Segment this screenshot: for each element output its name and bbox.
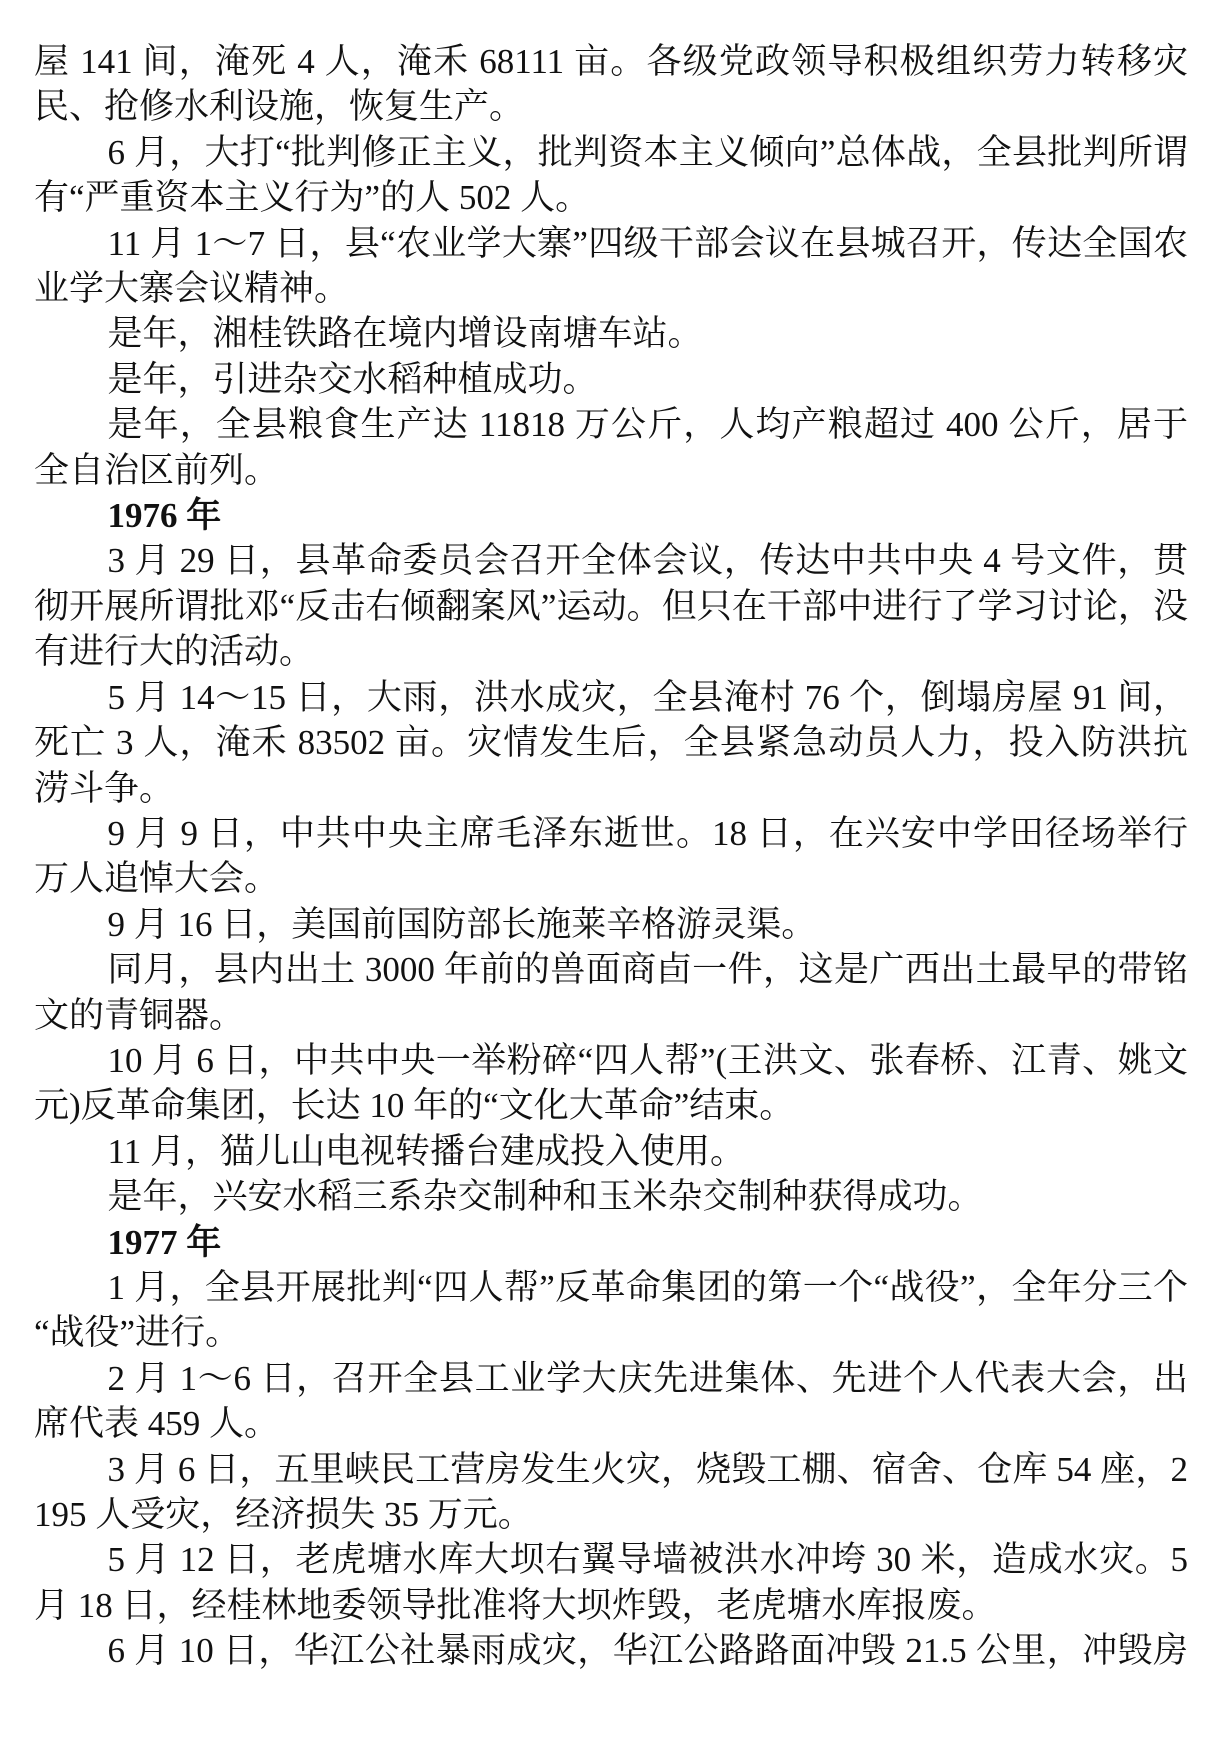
paragraph: 9 月 9 日，中共中央主席毛泽东逝世。18 日，在兴安中学田径场举行万人追悼大会。	[34, 813, 1188, 899]
paragraph: 5 月 14～15 日，大雨，洪水成灾，全县淹村 76 个，倒塌房屋 91 间，死亡 3 人，淹禾 83502 亩。灾情发生后，全县紧急动员人力，投入防洪抗涝斗争。	[34, 677, 1188, 808]
year-heading: 1976 年	[107, 496, 222, 536]
paragraph: 9 月 16 日，美国前国防部长施莱辛格游灵渠。	[107, 904, 817, 944]
year-heading: 1977 年	[107, 1222, 222, 1262]
paragraph: 6 月，大打“批判修正主义，批判资本主义倾向”总体战，全县批判所谓有“严重资本主义行为”的人 502 人。	[34, 132, 1188, 218]
paragraph-continuation: 屋 141 间，淹死 4 人，淹禾 68111 亩。各级党政领导积极组织劳力转移灾民、抢修水利设施，恢复生产。	[34, 42, 1188, 127]
paragraph: 是年，兴安水稻三系杂交制种和玉米杂交制种获得成功。	[107, 1177, 983, 1217]
paragraph: 11 月 1～7 日，县“农业学大寨”四级干部会议在县城召开，传达全国农业学大寨会议精神。	[34, 223, 1188, 309]
paragraph: 1 月，全县开展批判“四人帮”反革命集团的第一个“战役”，全年分三个“战役”进行。	[34, 1267, 1188, 1353]
paragraph: 3 月 29 日，县革命委员会召开全体会议，传达中共中央 4 号文件，贯彻开展所谓批邓“反击右倾翻案风”运动。但只在干部中进行了学习讨论，没有进行大的活动。	[34, 541, 1188, 672]
paragraph: 5 月 12 日，老虎塘水库大坝右翼导墙被洪水冲垮 30 米，造成水灾。5 月 18 日，经桂林地委领导批准将大坝炸毁，老虎塘水库报废。	[34, 1540, 1188, 1625]
paragraph: 11 月，猫儿山电视转播台建成投入使用。	[107, 1131, 745, 1171]
paragraph-cutoff: 6 月 10 日，华江公社暴雨成灾，华江公路路面冲毁 21.5 公里，冲毁房	[107, 1631, 1188, 1671]
text-column	[34, 39, 1188, 1674]
paragraph: 10 月 6 日，中共中央一举粉碎“四人帮”(王洪文、张春桥、江青、姚文元)反革命集团，长达 10 年的“文化大革命”结束。	[34, 1040, 1188, 1126]
paragraph: 同月，县内出土 3000 年前的兽面商卣一件，这是广西出土最早的带铭文的青铜器。	[34, 950, 1188, 1035]
paragraph: 2 月 1～6 日，召开全县工业学大庆先进集体、先进个人代表大会，出席代表 459 人。	[34, 1358, 1188, 1444]
paragraph: 是年，引进杂交水稻种植成功。	[107, 359, 598, 399]
paragraph: 是年，湘桂铁路在境内增设南塘车站。	[107, 314, 703, 354]
paragraph: 是年，全县粮食生产达 11818 万公斤，人均产粮超过 400 公斤，居于全自治区前列。	[34, 405, 1188, 490]
paragraph: 3 月 6 日，五里峡民工营房发生火灾，烧毁工棚、宿舍、仓库 54 座，2195 人受灾，经济损失 35 万元。	[34, 1449, 1188, 1534]
